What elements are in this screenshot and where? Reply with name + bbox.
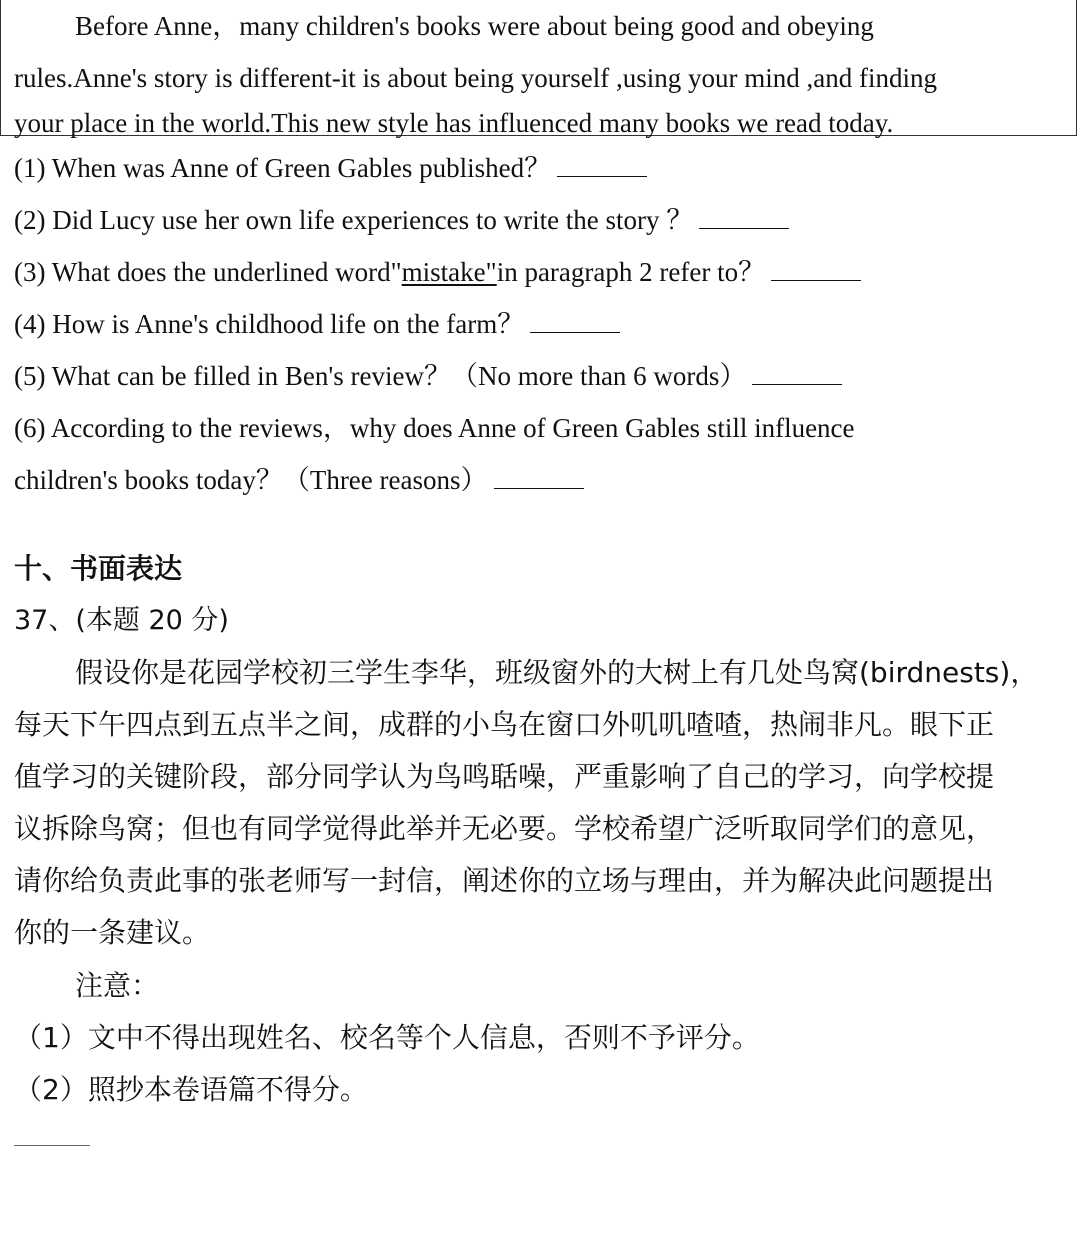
question-1-text: (1) When was Anne of Green Gables published？	[14, 153, 552, 183]
answer-blank-2[interactable]	[699, 206, 789, 229]
question-6-line-1: (6) According to the reviews，why does Anne of Green Gables still influence	[14, 413, 855, 443]
prompt-line-4: 议拆除鸟窝；但也有同学觉得此举并无必要。学校希望广泛听取同学们的意见，	[14, 812, 995, 845]
underlined-word: mistake"	[401, 257, 497, 287]
question-3	[14, 255, 861, 289]
answer-blank-3[interactable]	[771, 258, 861, 281]
passage-line-1: Before Anne，many children's books were about being good and obeying	[75, 11, 874, 41]
answer-blank-4[interactable]	[530, 310, 620, 333]
question-6-line-2	[14, 463, 584, 497]
note-1: （1）文中不得出现姓名、校名等个人信息，否则不予评分。	[14, 1021, 760, 1054]
question-3-text-pre: (3) What does the underlined word"	[14, 257, 402, 287]
question-4-text: (4) How is Anne's childhood life on the farm？	[14, 309, 525, 339]
passage-line-2: rules.Anne's story is different-it is about being yourself ,using your mind ,and finding	[14, 63, 937, 93]
passage-line-3: your place in the world.This new style has influenced many books we read today.	[14, 108, 894, 138]
writing-answer-blank[interactable]	[14, 1145, 90, 1146]
question-5-text: (5) What can be filled in Ben's review？（No more than 6 words）	[14, 361, 747, 391]
note-2: （2）照抄本卷语篇不得分。	[14, 1073, 368, 1106]
prompt-line-6: 你的一条建议。	[14, 916, 211, 949]
answer-blank-5[interactable]	[752, 362, 842, 385]
question-5	[14, 359, 842, 393]
prompt-line-2: 每天下午四点到五点半之间，成群的小鸟在窗口外叽叽喳喳，热闹非凡。眼下正	[14, 708, 995, 741]
question-3-text-post: in paragraph 2 refer to？	[496, 257, 766, 287]
question-2	[14, 203, 789, 237]
question-1	[14, 151, 647, 185]
question-6-text: children's books today？（Three reasons）	[14, 465, 488, 495]
note-title: 注意：	[75, 969, 160, 1002]
question-4	[14, 307, 620, 341]
prompt-line-5: 请你给负责此事的张老师写一封信，阐述你的立场与理由，并为解决此问题提出	[14, 864, 995, 897]
prompt-line-3: 值学习的关键阶段，部分同学认为鸟鸣聒噪，严重影响了自己的学习，向学校提	[14, 760, 995, 793]
answer-blank-6[interactable]	[494, 466, 584, 489]
prompt-line-1: 假设你是花园学校初三学生李华，班级窗外的大树上有几处鸟窝(birdnests)，	[75, 656, 1039, 689]
section-heading: 十、书面表达	[14, 552, 183, 585]
question-2-text: (2) Did Lucy use her own life experiences to write the story ？	[14, 205, 694, 235]
item-number: 37、(本题 20 分)	[14, 605, 229, 636]
answer-blank-1[interactable]	[557, 154, 647, 177]
